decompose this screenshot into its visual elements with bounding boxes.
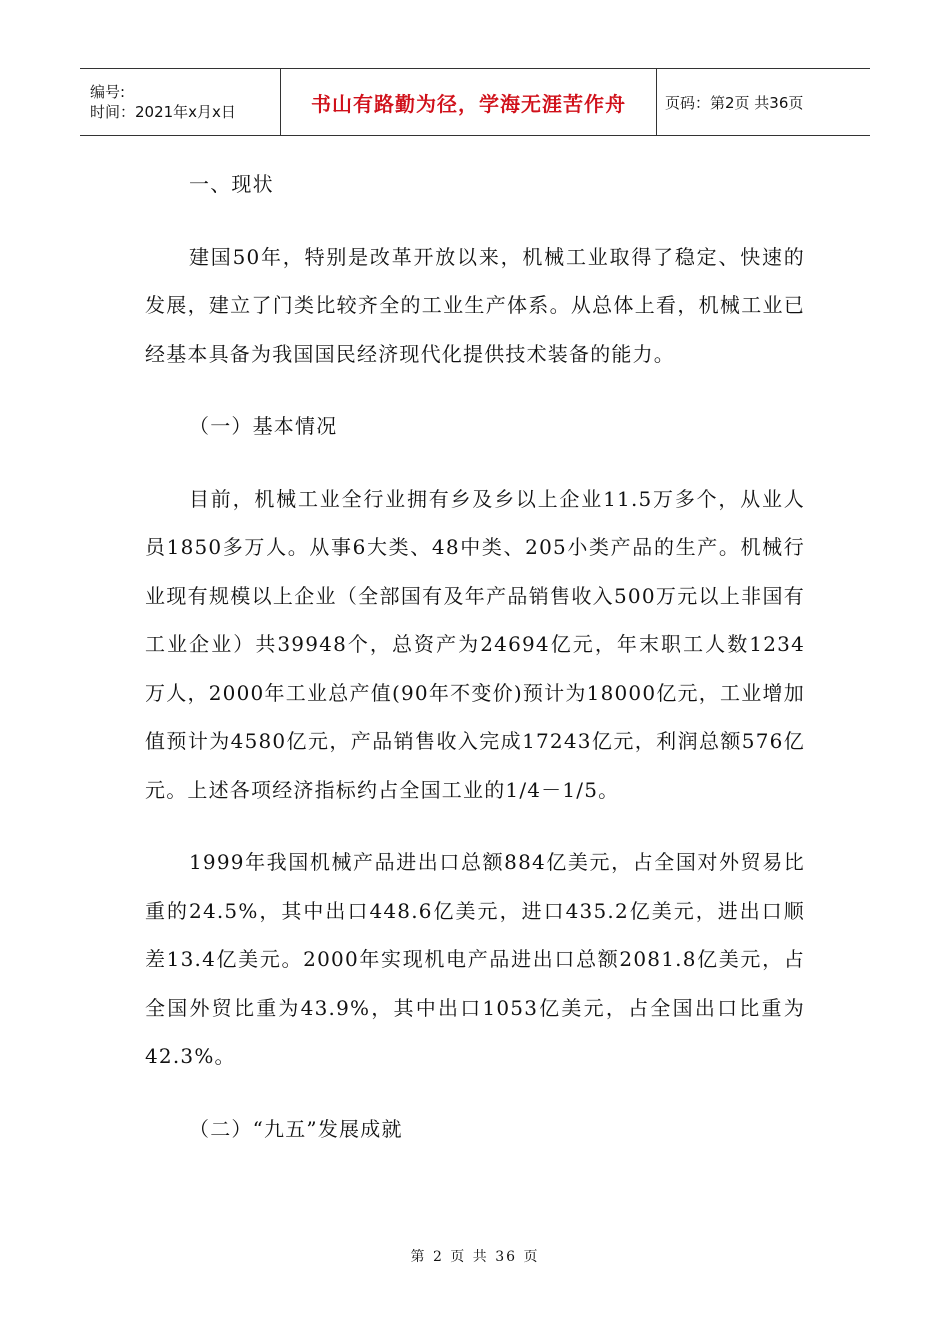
header-meta	[80, 69, 281, 135]
paragraph-3: 1999年我国机械产品进出口总额884亿美元，占全国对外贸易比重的24.5%，其中出口448.6亿美元，进口435.2亿美元，进出口顺差13.4亿美元。2000年实现机电产品进出口总额2081.8亿美元，占全国外贸比重为43.9%，其中出口1053亿美元，占全国出口比重为42.3%。	[145, 850, 805, 1068]
sub-heading-1: （一）基本情况	[189, 414, 338, 438]
paragraph-1: 建国50年，特别是改革开放以来，机械工业取得了稳定、快速的发展，建立了门类比较齐全的工业生产体系。从总体上看，机械工业已经基本具备为我国国民经济现代化提供技术装备的能力。	[145, 244, 805, 366]
page-header	[80, 68, 870, 136]
page-info-text: 页码：第2页 共36页	[665, 93, 804, 112]
motto-text: 书山有路勤为径，学海无涯苦作舟	[311, 91, 626, 116]
page-footer: 第 2 页 共 36 页	[410, 1249, 540, 1265]
header-motto	[281, 69, 657, 135]
header-page-info	[657, 69, 870, 135]
paragraph-2: 目前，机械工业全行业拥有乡及乡以上企业11.5万多个，从业人员1850多万人。从事6大类、48中类、205小类产品的生产。机械行业现有规模以上企业（全部国有及年产品销售收入500万元以上非国有工业企业）共39948个，总资产为24694亿元，年末职工人数1234万人，2000年工业总产值(90年不变价)预计为18000亿元，工业增加值预计为4580亿元，产品销售收入完成17243亿元，利润总额576亿元。上述各项经济指标约占全国工业的1/4－1/5。	[145, 486, 805, 802]
document-body	[145, 160, 805, 1153]
section-title: 一、现状	[189, 172, 274, 196]
document-number-label: 编号:	[90, 83, 126, 101]
sub-heading-2: （二）“九五”发展成就	[189, 1116, 403, 1141]
document-time-label: 时间：2021年x月x日	[90, 103, 236, 121]
